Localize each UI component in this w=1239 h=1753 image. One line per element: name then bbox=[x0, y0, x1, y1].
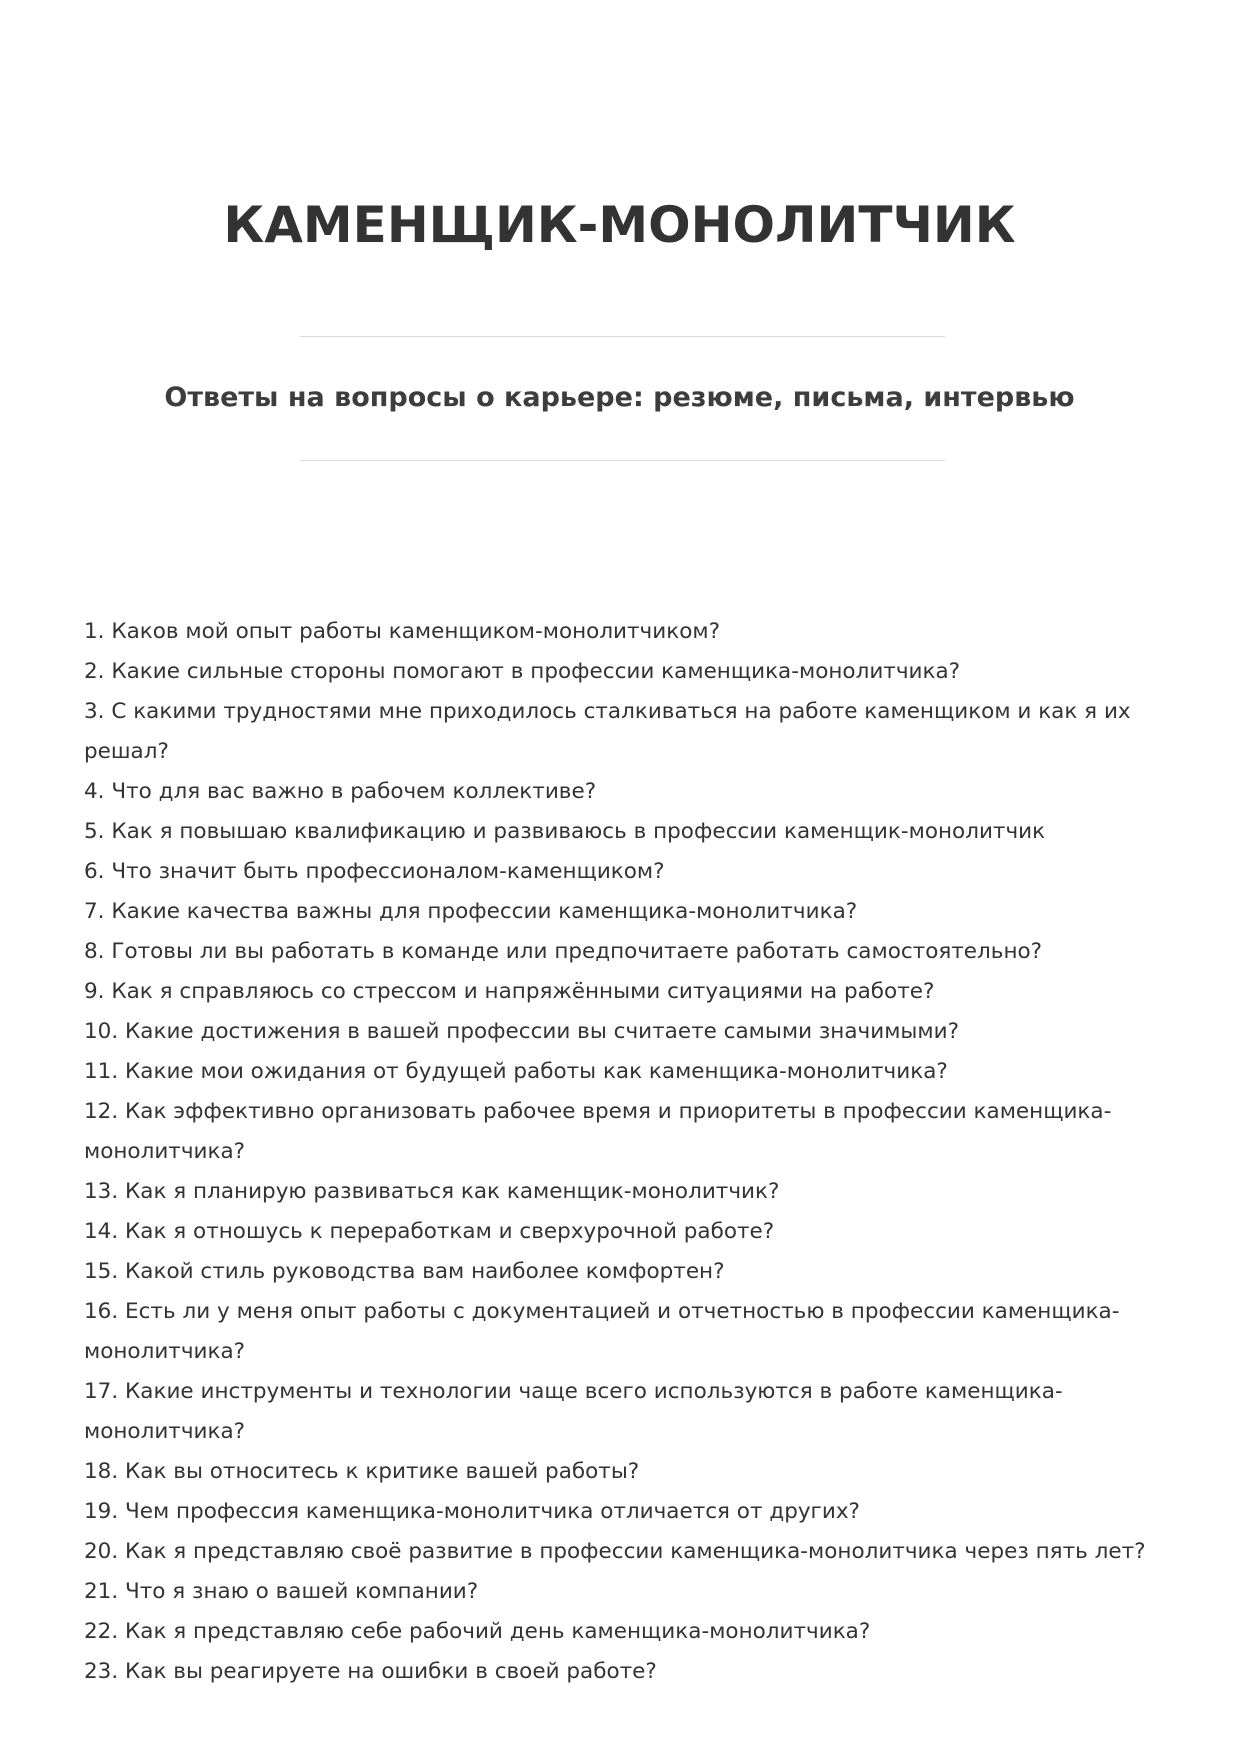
question-item: 5. Как я повышаю квалификацию и развиваюсь в профессии каменщик-монолитчик bbox=[84, 819, 1046, 844]
question-item: 3. С какими трудностями мне приходилось сталкиваться на работе каменщиком и как я их решал? bbox=[84, 699, 1131, 764]
question-item: 1. Каков мой опыт работы каменщиком-монолитчиком? bbox=[84, 619, 721, 644]
question-item: 6. Что значит быть профессионалом-каменщиком? bbox=[84, 859, 665, 884]
question-item: 7. Какие качества важны для профессии каменщика-монолитчика? bbox=[84, 899, 858, 924]
question-item: 20. Как я представляю своё развитие в профессии каменщика-монолитчика через пять лет? bbox=[84, 1539, 1146, 1564]
question-item: 2. Какие сильные стороны помогают в профессии каменщика-монолитчика? bbox=[84, 659, 961, 684]
question-item: 19. Чем профессия каменщика-монолитчика отличается от других? bbox=[84, 1499, 860, 1524]
question-item: 11. Какие мои ожидания от будущей работы как каменщика-монолитчика? bbox=[84, 1059, 948, 1084]
question-item: 12. Как эффективно организовать рабочее время и приоритеты в профессии каменщика-монолитчика? bbox=[84, 1099, 1112, 1164]
question-item: 14. Как я отношусь к переработкам и сверхурочной работе? bbox=[84, 1219, 775, 1244]
question-item: 16. Есть ли у меня опыт работы с документацией и отчетностью в профессии каменщика-монолитчика? bbox=[84, 1299, 1120, 1364]
question-item: 9. Как я справляюсь со стрессом и напряжёнными ситуациями на работе? bbox=[84, 979, 935, 1004]
question-item: 18. Как вы относитесь к критике вашей работы? bbox=[84, 1459, 640, 1484]
question-item: 8. Готовы ли вы работать в команде или предпочитаете работать самостоятельно? bbox=[84, 939, 1043, 964]
question-item: 10. Какие достижения в вашей профессии вы считаете самыми значимыми? bbox=[84, 1019, 960, 1044]
question-list bbox=[84, 612, 1174, 1692]
document-title: КАМЕНЩИК-МОНОЛИТЧИК bbox=[223, 196, 1016, 254]
question-item: 4. Что для вас важно в рабочем коллективе? bbox=[84, 779, 597, 804]
question-item: 15. Какой стиль руководства вам наиболее комфортен? bbox=[84, 1259, 725, 1284]
question-item: 13. Как я планирую развиваться как каменщик-монолитчик? bbox=[84, 1179, 780, 1204]
question-item: 21. Что я знаю о вашей компании? bbox=[84, 1579, 479, 1604]
bottom-divider bbox=[300, 460, 945, 461]
question-item: 23. Как вы реагируете на ошибки в своей работе? bbox=[84, 1659, 657, 1684]
question-item: 22. Как я представляю себе рабочий день каменщика-монолитчика? bbox=[84, 1619, 871, 1644]
question-item: 17. Какие инструменты и технологии чаще всего используются в работе каменщика-монолитчика? bbox=[84, 1379, 1063, 1444]
top-divider bbox=[300, 336, 945, 337]
document-subtitle: Ответы на вопросы о карьере: резюме, письма, интервью bbox=[164, 382, 1075, 413]
